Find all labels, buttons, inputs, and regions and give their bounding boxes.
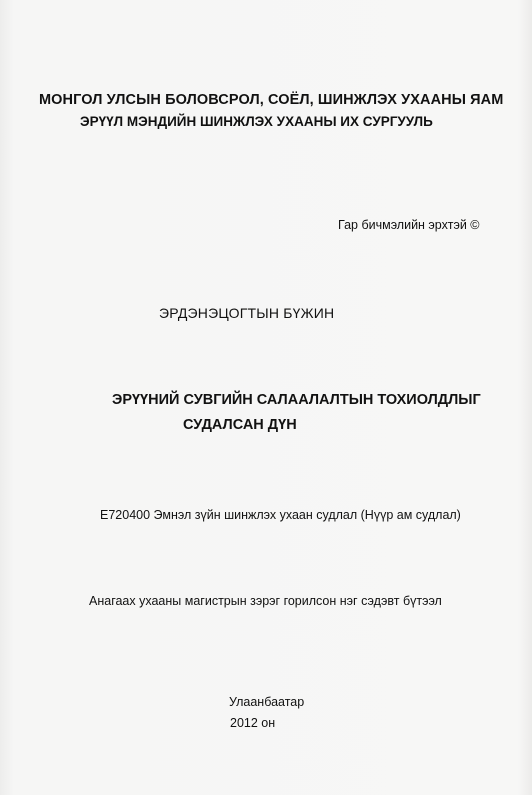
- thesis-title-line-2: СУДАЛСАН ДҮН: [183, 417, 297, 433]
- specialty-code: Е720400 Эмнэл зүйн шинжлэх ухаан судлал (Нүүр ам судлал): [100, 508, 461, 522]
- year-label: 2012 он: [230, 716, 276, 730]
- university-heading: ЭРҮҮЛ МЭНДИЙН ШИНЖЛЭХ УХААНЫ ИХ СУРГУУЛЬ: [80, 114, 433, 129]
- ministry-heading: МОНГОЛ УЛСЫН БОЛОВСРОЛ, СОЁЛ, ШИНЖЛЭХ УХААНЫ ЯАМ: [39, 92, 504, 108]
- thesis-title-line-1: ЭРҮҮНИЙ СУВГИЙН САЛААЛАЛТЫН ТОХИОЛДЛЫГ: [112, 392, 481, 408]
- author-name: ЭРДЭНЭЦОГТЫН БҮЖИН: [159, 305, 335, 321]
- copyright-notice: Гар бичмэлийн эрхтэй ©: [338, 218, 480, 232]
- city-name: Улаанбаатар: [229, 695, 305, 709]
- degree-statement: Анагаах ухааны магистрын зэрэг горилсон нэг сэдэвт бүтээл: [89, 594, 442, 608]
